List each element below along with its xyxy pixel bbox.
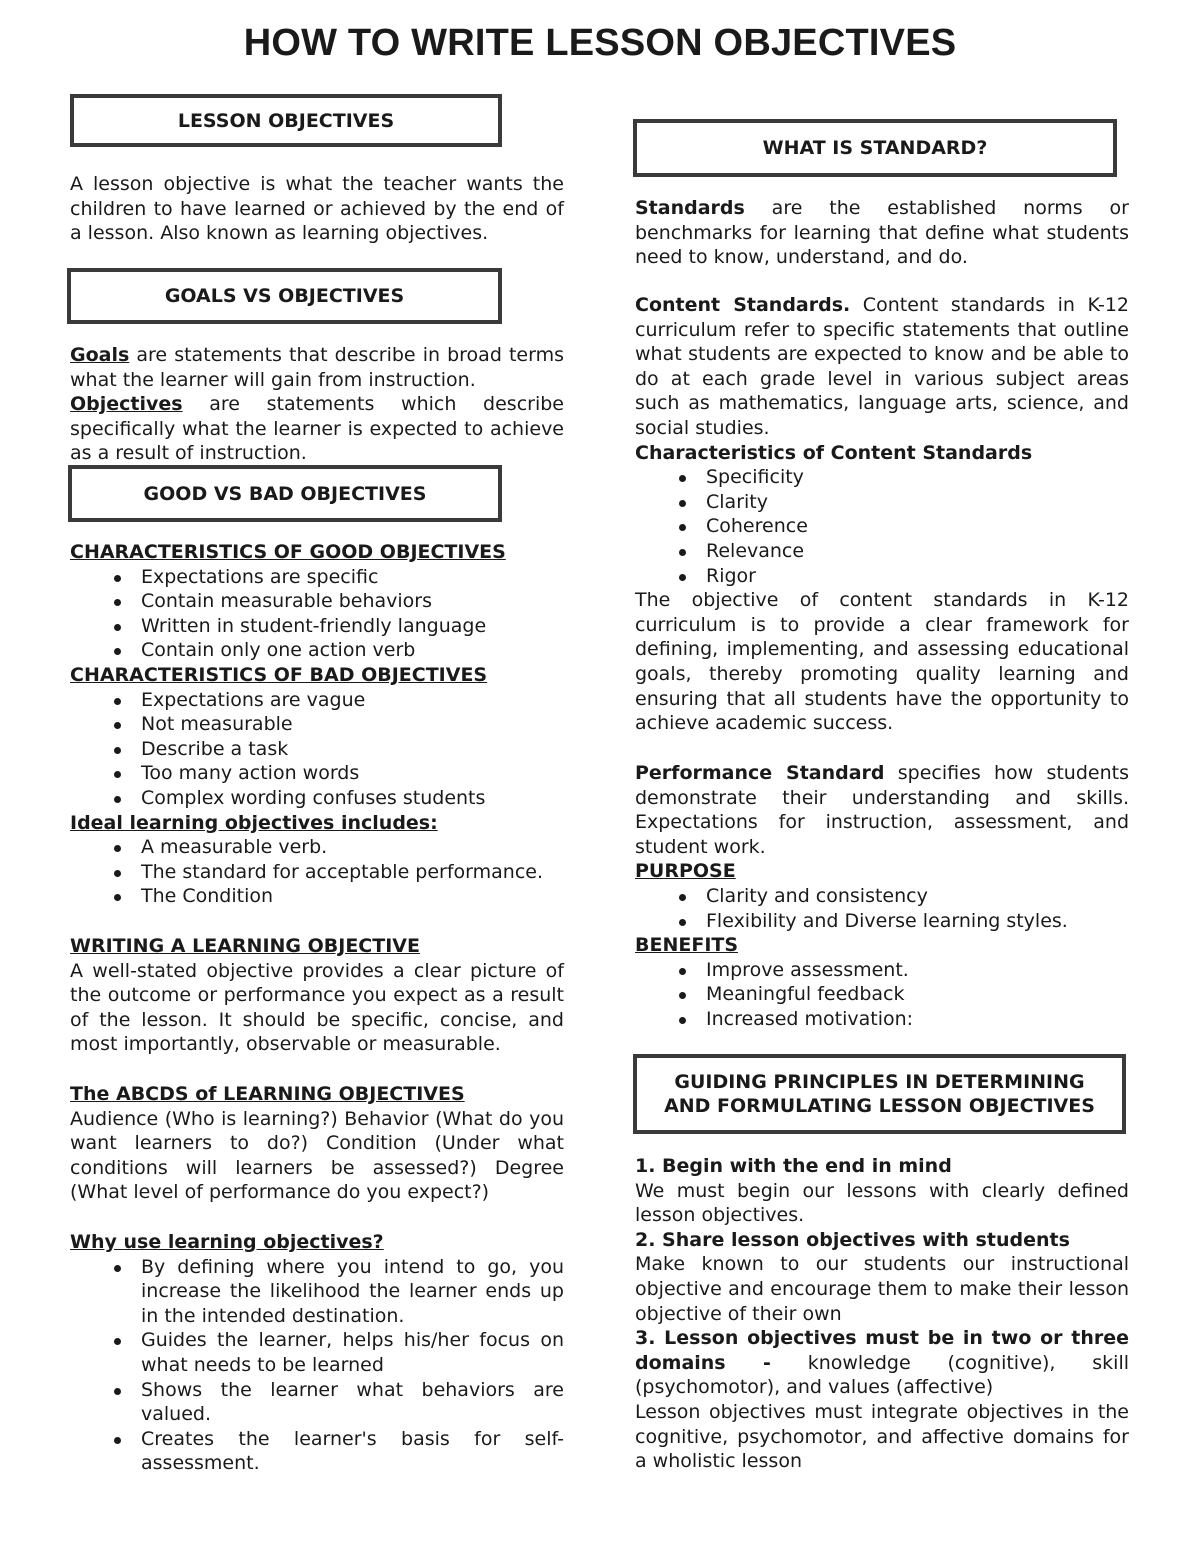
lesson-objectives-text: A lesson objective is what the teacher wants the children to have learned or achieved by the end of a lesson. Also known as learning objectives. [70, 173, 564, 245]
what-is-standard-header-box [633, 119, 1117, 177]
benefits-heading: BENEFITS [635, 934, 739, 957]
principle-2-heading: 2. Share lesson objectives with students [635, 1228, 1070, 1251]
list-item: Contain only one action verb [141, 638, 564, 663]
writing-objective-heading: WRITING A LEARNING OBJECTIVE [70, 935, 420, 957]
goals-vs-objectives-header-box [67, 268, 502, 324]
list-item: Specificity [706, 465, 1129, 490]
document-title: HOW TO WRITE LESSON OBJECTIVES [243, 22, 957, 64]
principle-3-statement [635, 1326, 1129, 1400]
ideal-objectives-list [70, 835, 564, 909]
standards-term: Standards [635, 197, 745, 219]
list-item: Improve assessment. [706, 958, 1129, 983]
guiding-principles-heading: GUIDING PRINCIPLES IN DETERMINING AND FORMULATING LESSON OBJECTIVES [664, 1071, 1095, 1117]
list-item: Flexibility and Diverse learning styles. [706, 909, 1129, 934]
list-item: By defining where you intend to go, you increase the likelihood the learner ends up in the intended destination. [141, 1255, 564, 1327]
list-item: Clarity and consistency [706, 884, 1129, 909]
good-bad-characteristics [70, 540, 564, 909]
goals-text: are statements that describe in broad terms what the learner will gain from instruction. [70, 344, 564, 391]
list-item: Shows the learner what behaviors are valued. [141, 1378, 564, 1426]
list-item: Too many action words [141, 761, 564, 786]
abcds-heading: The ABCDS of LEARNING OBJECTIVES [70, 1083, 465, 1105]
guiding-principles-header-box [633, 1054, 1126, 1134]
list-item: The Condition [141, 884, 564, 909]
performance-standard-term: Performance Standard [635, 762, 885, 784]
objectives-text: are statements which describe specifically what the learner is expected to achieve as a result of instruction. [70, 393, 564, 465]
content-standards-definition [635, 293, 1129, 441]
performance-standard-text: specifies how students demonstrate their understanding and skills. Expectations for instruction, assessment, and student work. [635, 762, 1129, 858]
goals-vs-objectives-heading: GOALS VS OBJECTIVES [164, 285, 405, 307]
goals-objectives-definitions [70, 343, 564, 466]
principle-2-text: Make known to our students our instructional objective and encourage them to make their lesson objective of their own [635, 1253, 1129, 1325]
performance-standard-definition [635, 761, 1129, 859]
principle-3-domains: knowledge (cognitive), skill (psychomotor), and values (affective) [635, 1351, 1129, 1399]
list-item: Written in student-friendly language [141, 614, 564, 639]
principle-3-heading: 3. Lesson objectives must be in two or three domains - [635, 1327, 1129, 1374]
list-item: Expectations are specific [141, 565, 564, 590]
list-item: Creates the learner's basis for self-assessment. [141, 1427, 564, 1475]
content-characteristics-heading: Characteristics of Content Standards [635, 441, 1033, 464]
list-item: Relevance [706, 539, 1129, 564]
list-item: Expectations are vague [141, 688, 564, 713]
objectives-definition [70, 392, 564, 466]
content-standards-block [635, 293, 1129, 736]
guiding-principles-block [635, 1154, 1129, 1474]
goals-definition [70, 343, 564, 392]
abcds-text: Audience (Who is learning?) Behavior (What do you want learners to do?) Condition (Under what conditions will learners be assessed?) Degree (What level of performance do you expect?) [70, 1107, 564, 1204]
list-item: Coherence [706, 514, 1129, 539]
principle-3-text: Lesson objectives must integrate objectives in the cognitive, psychomotor, and affective domains for a wholistic lesson [635, 1400, 1129, 1473]
list-item: Not measurable [141, 712, 564, 737]
good-objectives-heading: CHARACTERISTICS OF GOOD OBJECTIVES [70, 541, 506, 563]
standards-definition [635, 196, 1129, 270]
content-standards-term: Content Standards. [635, 294, 851, 316]
list-item: Guides the learner, helps his/her focus on what needs to be learned [141, 1329, 564, 1376]
writing-objective-section [70, 934, 564, 1057]
list-item: Meaningful feedback [706, 982, 1129, 1007]
why-objectives-heading: Why use learning objectives? [70, 1231, 384, 1253]
abcds-section [70, 1082, 564, 1205]
content-characteristics-list [635, 465, 1129, 588]
content-standards-objective-text: The objective of content standards in K-12 curriculum is to provide a clear framework for defining, implementing, and assessing educational goals, thereby promoting quality learning and ensuring that all students have the opportunity to achieve academic success. [635, 589, 1129, 735]
principle-1-heading: 1. Begin with the end in mind [635, 1155, 952, 1177]
good-objectives-list [70, 565, 564, 663]
list-item: Describe a task [141, 737, 564, 762]
list-item: Contain measurable behaviors [141, 589, 564, 614]
lesson-objectives-header-box [70, 94, 502, 147]
writing-objective-text: A well-stated objective provides a clear picture of the outcome or performance you expect as a result of the lesson. It should be specific, concise, and most importantly, observable or measurable. [70, 959, 564, 1056]
good-vs-bad-header-box [68, 465, 502, 522]
ideal-objectives-heading: Ideal learning objectives includes: [70, 811, 438, 834]
why-objectives-list [70, 1255, 564, 1476]
why-objectives-section [70, 1230, 564, 1476]
list-item: Rigor [706, 564, 1129, 589]
performance-standard-block [635, 761, 1129, 1032]
bad-objectives-heading: CHARACTERISTICS OF BAD OBJECTIVES [70, 663, 488, 686]
standards-text: are the established norms or benchmarks for learning that define what students need to know, understand, and do. [635, 197, 1129, 269]
bad-objectives-list [70, 688, 564, 811]
list-item: Complex wording confuses students [141, 786, 564, 811]
principle-1-text: We must begin our lessons with clearly defined lesson objectives. [635, 1179, 1129, 1227]
what-is-standard-heading: WHAT IS STANDARD? [762, 137, 988, 159]
goals-term: Goals [70, 344, 130, 366]
good-vs-bad-heading: GOOD VS BAD OBJECTIVES [143, 482, 427, 505]
list-item: A measurable verb. [141, 835, 564, 860]
lesson-objectives-heading: LESSON OBJECTIVES [177, 109, 395, 132]
benefits-list [635, 958, 1129, 1032]
purpose-list [635, 884, 1129, 933]
standards-definition-block [635, 196, 1129, 270]
content-standards-text: Content standards in K-12 curriculum refer to specific statements that outline what students are expected to know and be able to do at each grade level in various subject areas such as mathematics, language arts, science, and social studies. [635, 294, 1130, 439]
purpose-heading: PURPOSE [635, 860, 736, 883]
list-item: Clarity [706, 490, 1129, 515]
list-item: The standard for acceptable performance. [141, 860, 564, 885]
objectives-term: Objectives [70, 393, 183, 416]
list-item: Increased motivation: [706, 1007, 1129, 1032]
